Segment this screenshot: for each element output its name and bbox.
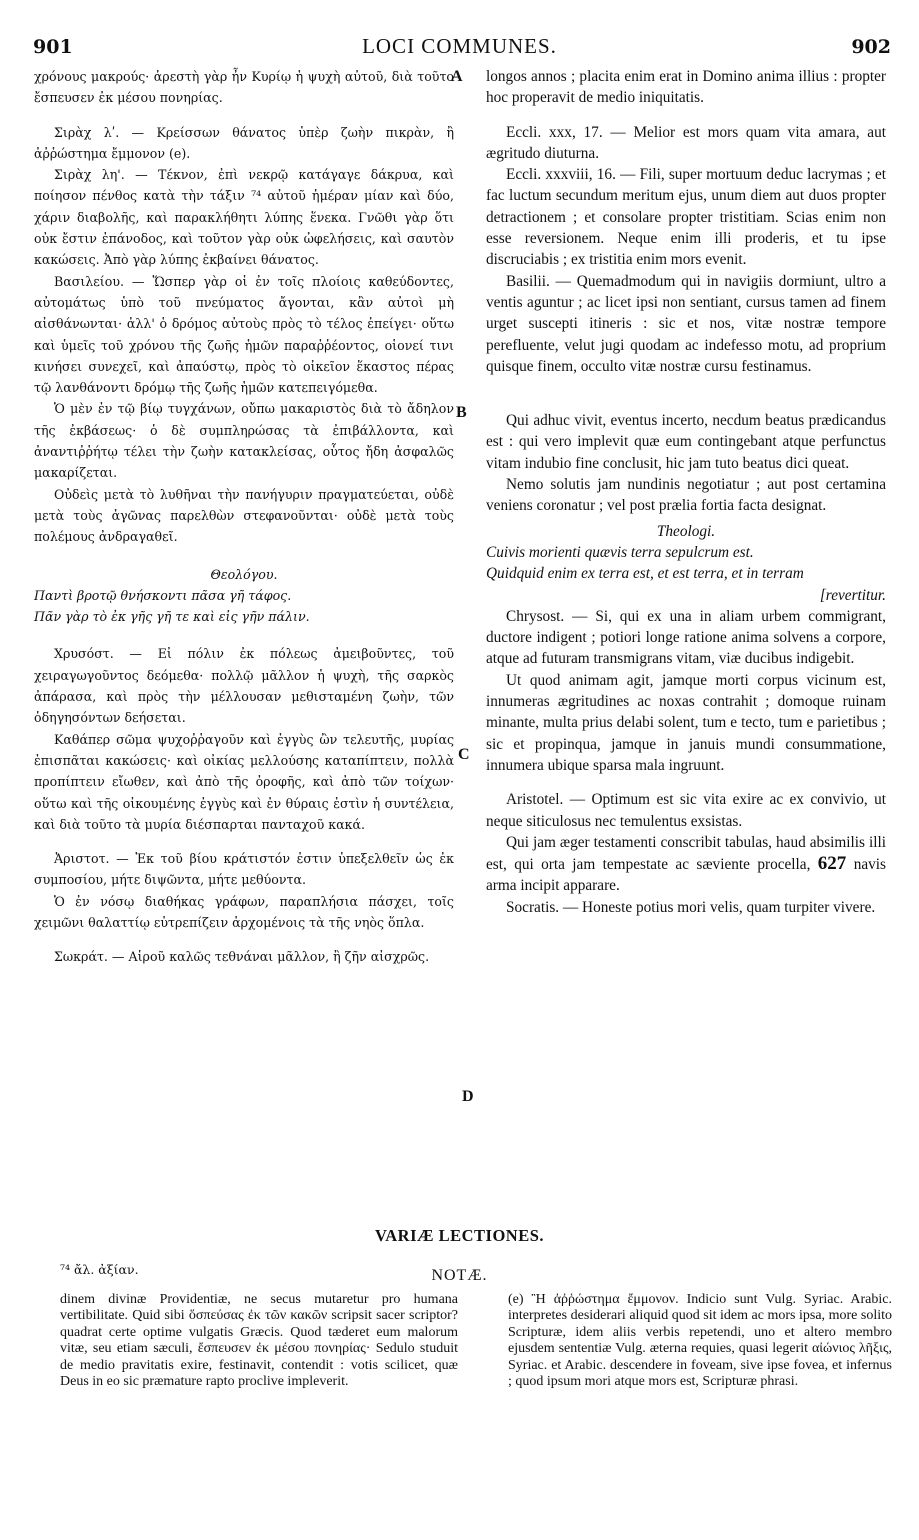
greek-para: Καθάπερ σῶμα ψυχοῤῥαγοῦν καὶ ἐγγὺς ὢν τελευτῆς, μυρίας ἐπισπᾶται κακώσεις· καὶ οἰκίας μελλούσης καταπίπτειν, πολλὰ προπίπτειν εἴωθεν, καὶ ἀπὸ τῆς ὀροφῆς, καὶ ἀπὸ τῶν τοίχων· οὕτω καὶ τῆς οἰκουμένης ἐγγὺς καὶ ἐν θύραις ἐστὶν ἡ συντέλεια, καὶ διὰ τοῦτο τὰ μυρία διέσπαρται πανταχοῦ κακά. bbox=[34, 731, 454, 832]
latin-column bbox=[486, 66, 886, 918]
greek-para: Βασιλείου. — Ὥσπερ γὰρ οἱ ἐν τοῖς πλοίοις καθεύδοντες, αὐτομάτως ὑπὸ τοῦ πνεύματος ἄγονται, κἂν αὐτοὶ μὴ αἰσθάνωνται· ἀλλ' ὁ δρόμος αὐτοὺς πρὸς τὸ τέλος ἐπείγει· οὕτω καὶ ὑμεῖς τοῦ χρόνου τῆς ζωῆς ἡμῶν παραῤῥέοντος, οἱονεί τινι κινήσει συνεχεῖ, καὶ ἀπαύστῳ, πρὸς τὸ οἰκεῖον ἕκαστος πέρας τῷ λανθάνοντι δρόμῳ τῆς ζωῆς ἡμῶν κατεπειγόμεθα. bbox=[34, 273, 454, 396]
section-marker-b: B bbox=[456, 404, 467, 421]
note-text: dinem divinæ Providentiæ, ne secus mutaretur pro humana vertibilitate. Quid sibi ὅσπεύσας ἐκ τῶν κακῶν scripsit sacer scriptor? quadrat certe optime vulgatis Græcis. Quod tæderet eum malorum vitæ, seu etiam sæculi, ἔσπευσεν ἐκ μέσου πονηρίας· Sedulo studuit de medio pravitatis exire, festinavit, contendit : votis scilicet, quæ Deus in eo sic præmature rapto proclive impleverit. bbox=[60, 1292, 458, 1390]
verse-line: Παντὶ βροτῷ θνήσκοντι πᾶσα γῆ τάφος. bbox=[34, 587, 292, 603]
greek-para: Ὁ ἐν νόσῳ διαθήκας γράφων, παραπλήσια πάσχει, τοῖς χειμῶνι θαλαττίῳ εὐτρεπίζειν ἀρχομένοις τὰ τῆς νηὸς ὅπλα. bbox=[34, 893, 454, 930]
latin-para: Eccli. xxx, 17. — Melior est mors quam vita amara, aut ægritudo diuturna. bbox=[486, 123, 886, 162]
verse-line: Quidquid enim ex terra est, et est terra, et in terram bbox=[486, 565, 804, 583]
section-marker-c: C bbox=[458, 746, 470, 763]
latin-text: navis arma incipit apparare. bbox=[486, 856, 886, 895]
greek-para: Σωκράτ. — Αἱροῦ καλῶς τεθνάναι μᾶλλον, ἢ ζῆν αἰσχρῶς. bbox=[54, 949, 430, 965]
variant-note: ⁷⁴ ἄλ. ἀξίαν. bbox=[60, 1262, 139, 1277]
latin-para: Eccli. xxxviii, 16. — Fili, super mortuum deduc lacrymas ; et fac luctum secundum meritum ejus, unum diem aut duos propter detractionem ; et consolare propter tristitiam. Scias enim non esse reversionem. Neque enim illi proderis, et tu ipse discruciabis ; ex tristitia enim mors evenit. bbox=[486, 166, 886, 269]
greek-para: Ὁ μὲν ἐν τῷ βίῳ τυγχάνων, οὔπω μακαριστὸς διὰ τὸ ἄδηλον τῆς ἐκβάσεως· ὁ δὲ συμπληρώσας τὰ ἐπιβάλλοντα, καὶ ἀναντιῤῥήτῳ τέλει τὴν ζωὴν κατακλείσας, οὗτος ἤδη ἀσφαλῶς μακαρίζεται. bbox=[34, 401, 454, 481]
latin-para bbox=[486, 832, 886, 897]
notes-right-column bbox=[508, 1292, 892, 1390]
greek-column bbox=[34, 66, 454, 968]
variae-heading: VARIÆ LECTIONES. bbox=[374, 1226, 545, 1245]
section-marker-d: D bbox=[462, 1088, 474, 1105]
greek-para: Ἀριστοτ. — Ἐκ τοῦ βίου κράτιστόν ἐστιν ὑπεξελθεῖν ὡς ἐκ συμποσίου, μήτε διψῶντα, μήτε μεθύοντα. bbox=[34, 851, 454, 888]
verse-line: Πᾶν γὰρ τὸ ἐκ γῆς γῆ τε καὶ εἰς γῆν πάλιν. bbox=[34, 609, 310, 625]
page-number-left: 901 bbox=[33, 36, 73, 58]
latin-para: Chrysost. — Si, qui ex una in aliam urbem commigrant, ductore indigent ; potiori longe ratione anima solvens a corpore, atque ad futuram transmigrans vitam, viæ ducibus indigebit. bbox=[486, 607, 886, 668]
running-header bbox=[0, 30, 919, 64]
greek-para: Σιρὰχ λʹ. — Κρείσσων θάνατος ὑπὲρ ζωὴν πικρὰν, ἢ ἀῤῥώστημα ἔμμονον (e). bbox=[34, 124, 454, 161]
note-text: (e) Ἢ ἀῤῥώστημα ἔμμονον. Indicio sunt Vulg. Syriac. Arabic. interpretes desiderari aliquid quod sit idem ac mors ipsa, more solito Scripturæ, idem aliis verbis repetendi, uno et altero membro ejusdem sententiæ Vulg. æterna requies, quasi legerit αἰώνιος λῆξις, Syriac. et Arabic. descendere in foveam, sive ipse fovea, et infernus ; quod ipsum mori atque mors est, Scripturæ phrasi. bbox=[508, 1292, 892, 1390]
latin-text: Qui jam æger testamenti conscribit tabulas, haud absimilis illi est, qui orta jam tempestate ac sæviente procella, bbox=[486, 833, 886, 874]
page-number-right: 902 bbox=[851, 36, 891, 58]
section-heading: Θεολόγου. bbox=[210, 566, 278, 582]
verse-line: Cuivis morienti quævis terra sepulcrum est. bbox=[486, 543, 754, 561]
latin-para: Aristotel. — Optimum est sic vita exire ac ex convivio, ut neque siticulosus nec temulentus exsistas. bbox=[486, 791, 886, 830]
section-heading: Theologi. bbox=[656, 522, 716, 540]
greek-para: Οὐδεὶς μετὰ τὸ λυθῆναι τὴν πανήγυριν πραγματεύεται, οὐδὲ μετὰ τοὺς ἀγῶνας παρελθὼν στεφανοῦνται· οὐδὲ μετὰ τοὺς πολέμους ἀνδραγαθεῖ. bbox=[34, 486, 454, 545]
section-marker-a: A bbox=[451, 68, 463, 85]
verse-line: [revertitur. bbox=[819, 586, 886, 604]
latin-para: Basilii. — Quemadmodum qui in navigiis dormiunt, ultro a ventis aguntur ; ac licet ipsi non sentiant, cursus tamen ad finem urget suscepti itineris : sic et nos, vitæ nostræ tempore perefluente, velut jugi quodam ac indefesso motu, ad proprium quisque finem, occulto vitæ nostræ cursu festinamus. bbox=[486, 272, 886, 375]
notae-heading: NOTÆ. bbox=[431, 1267, 488, 1284]
greek-para: Σιρὰχ λη'. — Τέκνον, ἐπὶ νεκρῷ κατάγαγε δάκρυα, καὶ ποίησον πένθος κατὰ τὴν τάξιν ⁷⁴ αὐτοῦ ἡμέραν μίαν καὶ δύο, χάριν διαβολῆς, καὶ παρακλήθητι λύπης ἕνεκα. Γνῶθι γὰρ ὅτι οὐκ ἔστιν ἐπάνοδος, καὶ τοῦτον γὰρ οὐκ ὠφελήσεις, καὶ σαυτὸν κακώσεις. Ἀπὸ γὰρ λύπης ἐκβαίνει θάνατος. bbox=[34, 167, 454, 268]
notes-left-column bbox=[60, 1292, 458, 1390]
greek-para: Χρυσόστ. — Εἰ πόλιν ἐκ πόλεως ἀμειβοῦντες, τοῦ χειραγωγοῦντος δεόμεθα· πολλῷ μᾶλλον ἡ ψυχὴ, τῆς σαρκὸς ἀπάρασα, καὶ πρὸς τὴν μέλλουσαν μεθισταμένη ζωὴν, τῶν ὁδηγησόντων δεήσεται. bbox=[34, 646, 454, 726]
latin-para: Socratis. — Honeste potius mori velis, quam turpiter vivere. bbox=[506, 898, 876, 916]
greek-para: χρόνους μακρούς· ἀρεστὴ γὰρ ἦν Κυρίῳ ἡ ψυχὴ αὐτοῦ, διὰ τοῦτο ἔσπευσεν ἐκ μέσου πονηρίας. bbox=[34, 69, 454, 106]
latin-para: Qui adhuc vivit, eventus incerto, necdum beatus prædicandus est : qui vero implevit quæ eum contingebant atque perfunctus vitam indubio fine conclusit, hic jam tuto beatus dici queat. bbox=[486, 412, 886, 472]
running-title: LOCI COMMUNES. bbox=[362, 34, 557, 58]
latin-para: Ut quod animam agit, jamque morti corpus vicinum est, innumeras ægritudines ac noxas contrahit ; domoque ruinam minante, multa prius delabi solent, tum e tecto, tum e parietibus ; sic et propinqua, jamque in januis mundi consummatione, innumera ubique sparsa mala ingruunt. bbox=[486, 671, 886, 774]
column-number: 627 bbox=[817, 853, 847, 875]
latin-para: longos annos ; placita enim erat in Domino anima illius : propter hoc properavit de medio iniquitatis. bbox=[486, 68, 886, 107]
latin-para: Nemo solutis jam nundinis negotiatur ; aut post certamina veniens coronatur ; vel post prælia fortia facta designat. bbox=[486, 476, 886, 515]
